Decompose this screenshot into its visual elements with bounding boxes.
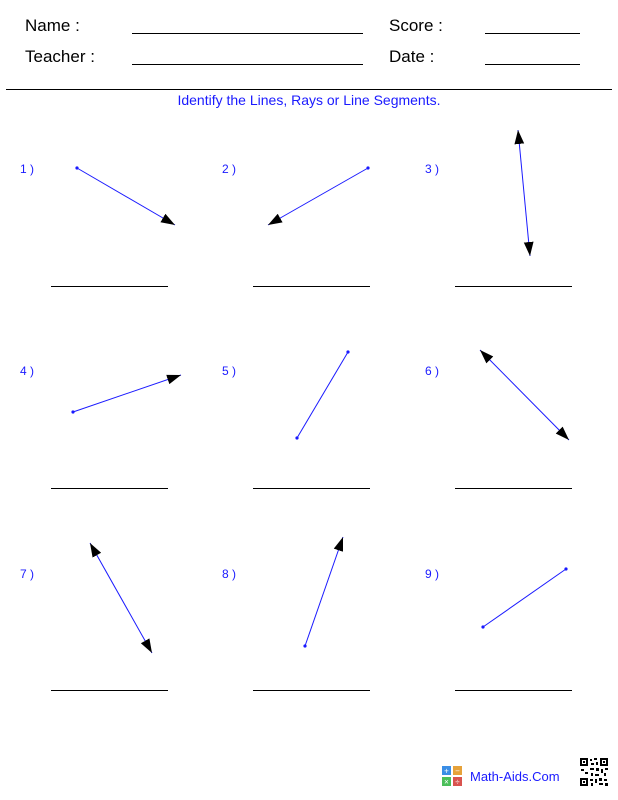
worksheet-title: Identify the Lines, Rays or Line Segments.: [177, 92, 441, 108]
figure-7-line: [90, 543, 152, 653]
problem-9-number: 9 ): [425, 567, 440, 581]
svg-text:+: +: [444, 766, 449, 776]
figure-5-endpoint-b: [295, 436, 298, 439]
svg-text:÷: ÷: [455, 777, 460, 786]
problem-5-number: 5 ): [222, 364, 237, 378]
figure-2-endpoint: [366, 166, 369, 169]
problem-1-number: 1 ): [20, 162, 35, 176]
figure-4-ray: [71, 375, 181, 414]
problem-3-number: 3 ): [425, 162, 440, 176]
problem-4-number: 4 ): [20, 364, 35, 378]
figure-1-ray: [75, 166, 175, 225]
figure-8-ray: [303, 537, 343, 648]
figure-5-endpoint-a: [346, 350, 349, 353]
qr-code-icon: [579, 757, 609, 787]
figure-6-line: [480, 350, 569, 440]
figure-3-line: [518, 130, 530, 256]
problem-6-number: 6 ): [425, 364, 440, 378]
figure-2-ray: [268, 166, 370, 225]
problem-7-number: 7 ): [20, 567, 35, 581]
score-label: Score :: [389, 16, 443, 35]
figure-9-endpoint-b: [564, 567, 567, 570]
svg-text:×: ×: [444, 777, 449, 786]
math-aids-logo-icon: [442, 766, 462, 786]
figure-8-endpoint: [303, 644, 306, 647]
site-name[interactable]: Math-Aids.Com: [470, 769, 560, 784]
figure-9-segment: [481, 567, 567, 628]
figure-4-endpoint: [71, 410, 74, 413]
svg-text:−: −: [455, 766, 460, 776]
problem-2-number: 2 ): [222, 162, 237, 176]
name-label: Name :: [25, 16, 80, 35]
figure-5-segment: [295, 350, 349, 439]
date-label: Date :: [389, 47, 435, 66]
figure-9-endpoint-a: [481, 625, 484, 628]
figure-1-endpoint: [75, 166, 78, 169]
teacher-label: Teacher :: [25, 47, 95, 66]
problem-8-number: 8 ): [222, 567, 237, 581]
